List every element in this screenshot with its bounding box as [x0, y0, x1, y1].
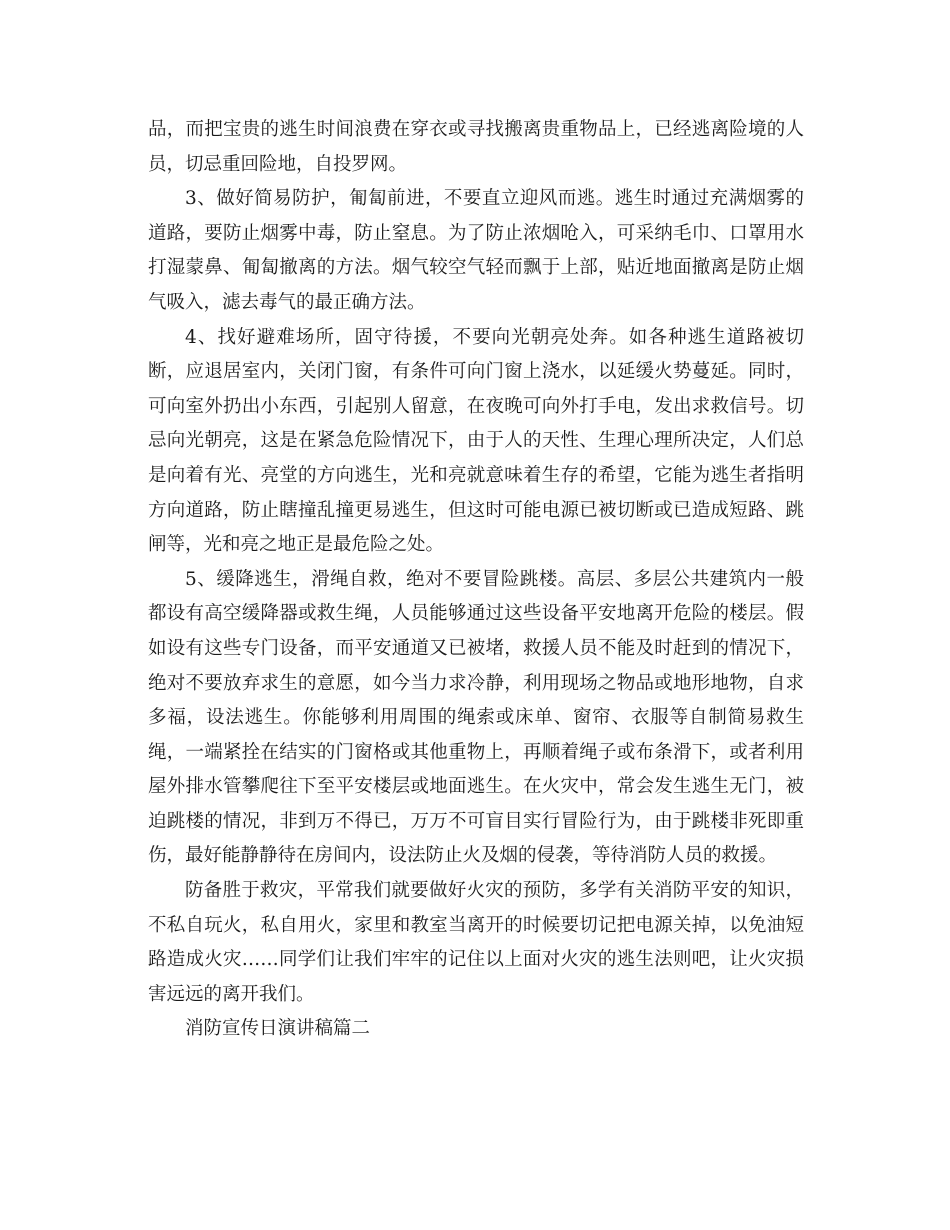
- text-line: 可向室外扔出小东西，引起别人留意，在夜晚可向外打手电，发出求救信号。切: [148, 395, 804, 417]
- text-line: 路造成火灾……同学们让我们牢牢的记住以上面对火灾的逃生法则吧，让火灾损: [148, 949, 804, 971]
- text-line: 如设有这些专门设备，而平安通道又已被堵，救援人员不能及时赶到的情况下，: [148, 637, 804, 659]
- section-heading: 消防宣传日演讲稿篇二: [185, 1018, 371, 1040]
- text-line: 断，应退居室内，关闭门窗，有条件可向门窗上浇水，以延缓火势蔓延。同时，: [148, 361, 804, 383]
- text-line: 忌向光朝亮，这是在紧急危险情况下，由于人的天性、生理心理所决定，人们总: [148, 430, 804, 452]
- text-line: 打湿蒙鼻、匍匐撤离的方法。烟气较空气轻而飘于上部，贴近地面撤离是防止烟: [148, 257, 804, 279]
- paragraph-continuation: [148, 113, 804, 182]
- text-line: 是向着有光、亮堂的方向逃生，光和亮就意味着生存的希望，它能为逃生者指明: [148, 464, 804, 486]
- text-line: 绳，一端紧拴在结实的门窗格或其他重物上，再顺着绳子或布条滑下，或者利用: [148, 741, 804, 763]
- paragraph-point-5: [148, 563, 804, 874]
- text-line: 3、做好简易防护，匍匐前进，不要直立迎风而逃。逃生时通过充满烟雾的: [185, 188, 804, 210]
- text-line: 品，而把宝贵的逃生时间浪费在穿衣或寻找搬离贵重物品上，已经逃离险境的人: [148, 119, 804, 140]
- paragraph-conclusion: [148, 874, 804, 1012]
- text-line: 5、缓降逃生，滑绳自救，绝对不要冒险跳楼。高层、多层公共建筑内一般: [185, 568, 804, 590]
- text-line: 都设有高空缓降器或救生绳，人员能够通过这些设备平安地离开危险的楼层。假: [148, 603, 804, 625]
- text-line: 气吸入，滤去毒气的最正确方法。: [148, 291, 426, 313]
- text-line: 闸等，光和亮之地正是最危险之处。: [148, 534, 445, 556]
- text-line: 方向道路，防止瞎撞乱撞更易逃生，但这时可能电源已被切断或已造成短路、跳: [148, 499, 804, 521]
- text-line: 4、找好避难场所，固守待援，不要向光朝亮处奔。如各种逃生道路被切: [185, 326, 804, 348]
- text-line: 伤，最好能静静待在房间内，设法防止火及烟的侵袭，等待消防人员的救援。: [148, 845, 778, 867]
- paragraph-point-4: [148, 321, 804, 563]
- paragraph-point-3: [148, 182, 804, 320]
- text-line: 不私自玩火，私自用火，家里和教室当离开的时候要切记把电源关掉，以免油短: [148, 914, 804, 936]
- document-body: [148, 113, 804, 1047]
- text-line: 多福，设法逃生。你能够利用周围的绳索或床单、窗帘、衣服等自制简易救生: [148, 707, 804, 729]
- text-line: 屋外排水管攀爬往下至平安楼层或地面逃生。在火灾中，常会发生逃生无门，被: [148, 776, 804, 798]
- text-line: 害远远的离开我们。: [148, 983, 315, 1005]
- text-line: 迫跳楼的情况，非到万不得已，万万不可盲目实行冒险行为，由于跳楼非死即重: [148, 810, 804, 832]
- text-line: 防备胜于救灾，平常我们就要做好火灾的预防，多学有关消防平安的知识，: [185, 880, 804, 902]
- text-line: 绝对不要放弃求生的意愿，如今当力求冷静，利用现场之物品或地形地物，自求: [148, 672, 804, 694]
- text-line: 员，切忌重回险地，自投罗网。: [148, 153, 408, 175]
- text-line: 道路，要防止烟雾中毒，防止窒息。为了防止浓烟呛入，可采纳毛巾、口罩用水: [148, 222, 804, 244]
